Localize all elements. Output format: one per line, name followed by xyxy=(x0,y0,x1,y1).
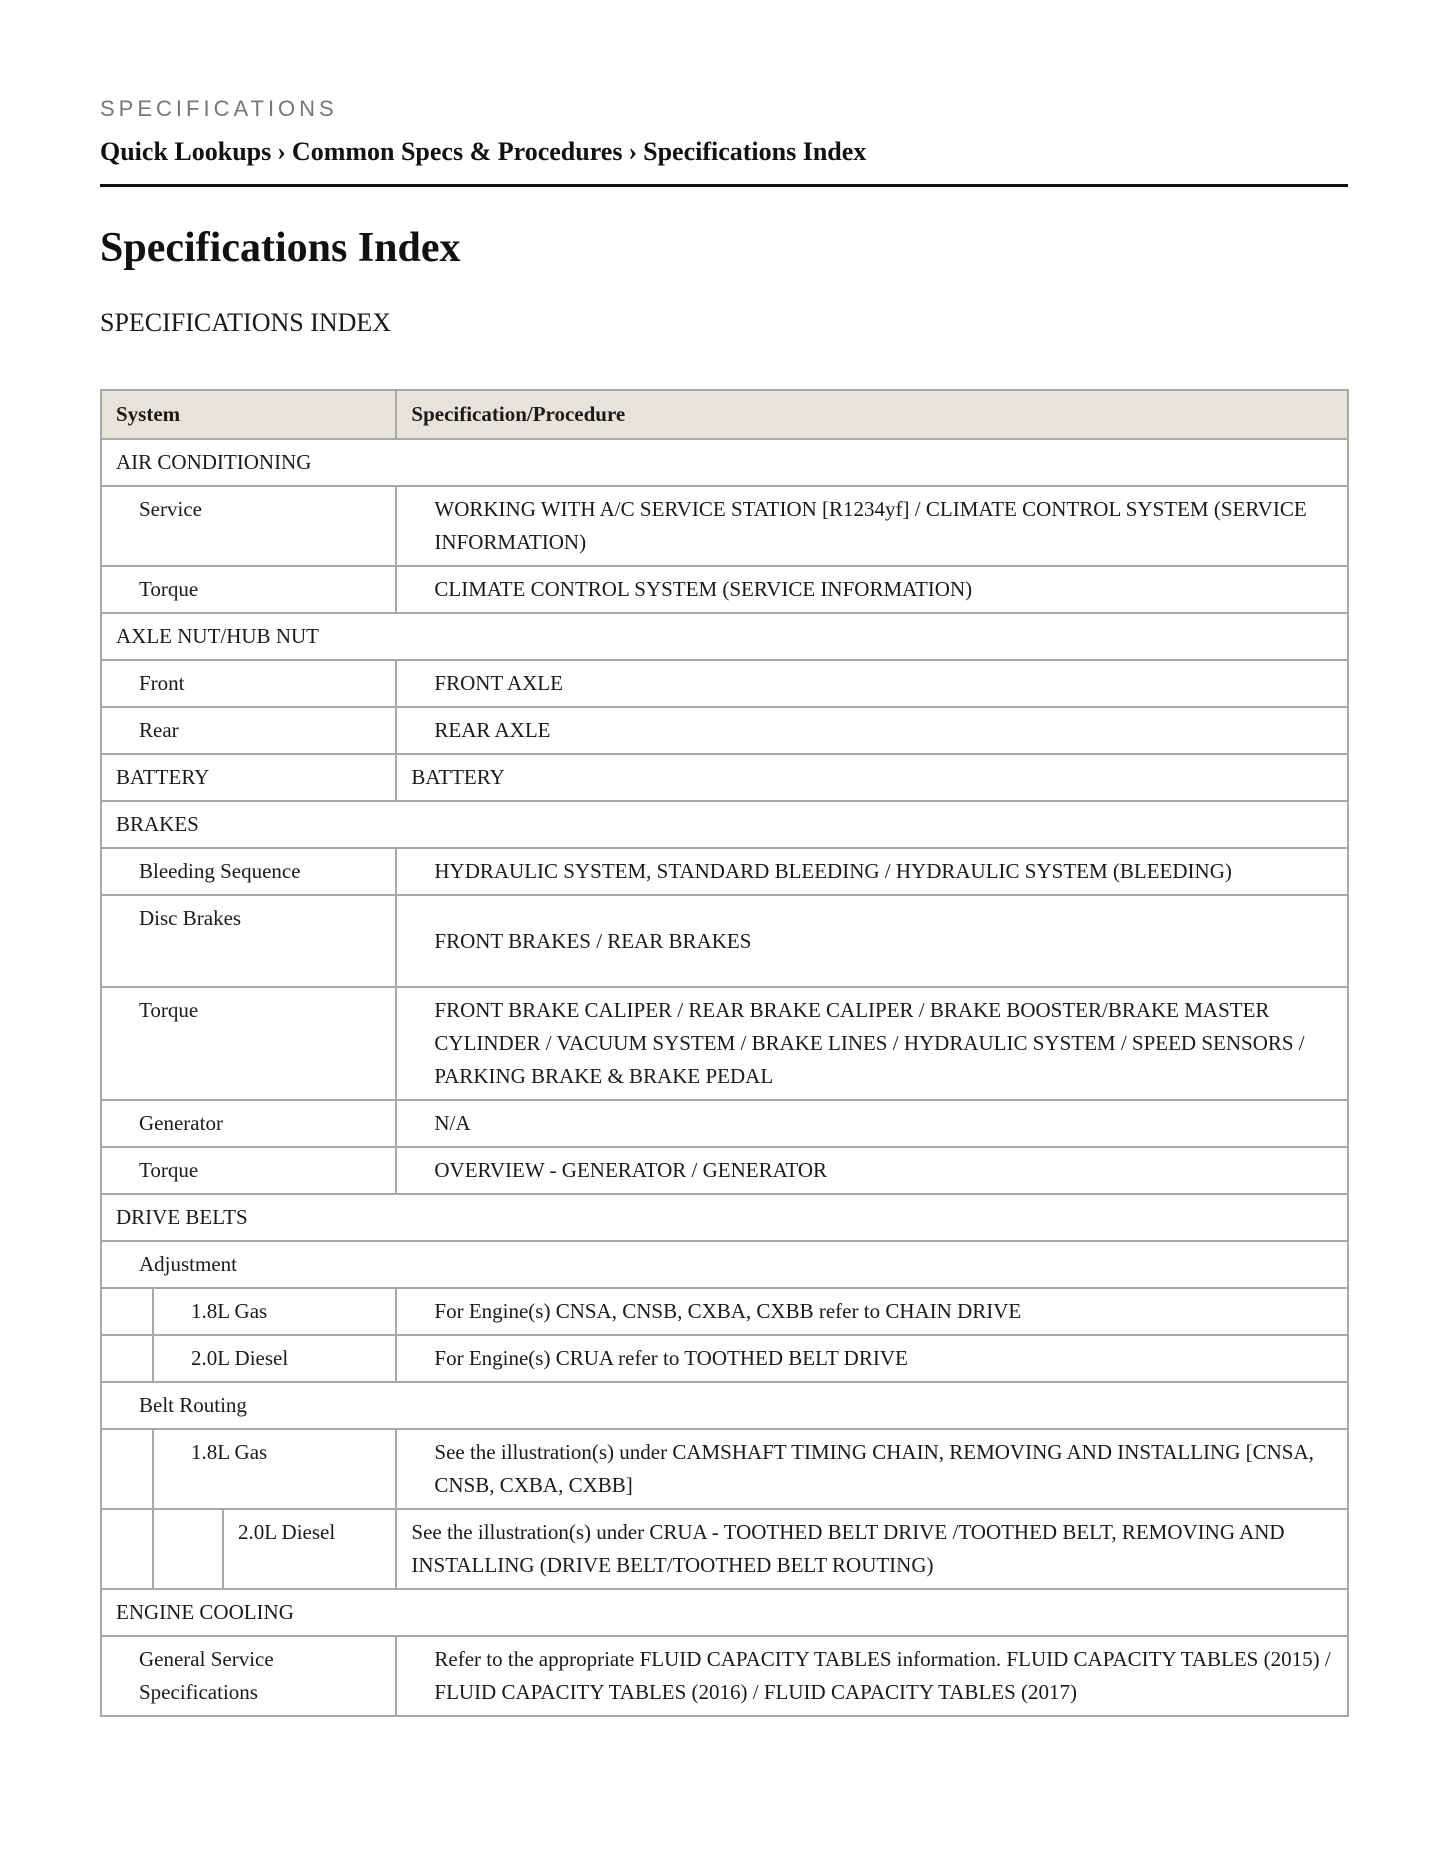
table-row xyxy=(101,1636,1348,1716)
section-cell: BRAKES xyxy=(101,801,1348,848)
system-cell: Torque xyxy=(101,566,396,613)
procedure-cell[interactable]: OVERVIEW - GENERATOR / GENERATOR xyxy=(396,1147,1348,1194)
column-header-system: System xyxy=(101,390,396,439)
subsection-cell: Adjustment xyxy=(101,1241,1348,1288)
procedure-cell[interactable]: FRONT AXLE xyxy=(396,660,1348,707)
system-cell: Rear xyxy=(101,707,396,754)
procedure-cell[interactable]: REAR AXLE xyxy=(396,707,1348,754)
indent-gutter xyxy=(101,1429,153,1509)
page-title: Specifications Index xyxy=(100,225,461,271)
procedure-cell[interactable]: For Engine(s) CNSA, CNSB, CXBA, CXBB refer to CHAIN DRIVE xyxy=(396,1288,1348,1335)
table-row xyxy=(101,1100,1348,1147)
table-row xyxy=(101,1335,1348,1382)
section-cell: DRIVE BELTS xyxy=(101,1194,1348,1241)
specifications-table xyxy=(100,389,1349,1717)
system-cell: General Service Specifications xyxy=(101,1636,396,1716)
section-kicker: SPECIFICATIONS xyxy=(100,96,338,121)
subsection-cell: Belt Routing xyxy=(101,1382,1348,1429)
breadcrumb xyxy=(100,137,1348,187)
system-cell: Disc Brakes xyxy=(101,895,396,987)
table-row-section xyxy=(101,439,1348,486)
breadcrumb-separator: › xyxy=(277,137,286,166)
breadcrumb-separator: › xyxy=(628,137,638,166)
table-row xyxy=(101,1509,1348,1589)
system-cell: Front xyxy=(101,660,396,707)
table-row xyxy=(101,486,1348,566)
indent-gutter xyxy=(101,1509,153,1589)
table-row xyxy=(101,895,1348,987)
system-cell: Bleeding Sequence xyxy=(101,848,396,895)
table-row-section xyxy=(101,613,1348,660)
table-row xyxy=(101,1147,1348,1194)
system-cell: BATTERY xyxy=(101,754,396,801)
procedure-cell[interactable]: WORKING WITH A/C SERVICE STATION [R1234yf] / CLIMATE CONTROL SYSTEM (SERVICE INFORMATION) xyxy=(396,486,1348,566)
procedure-cell[interactable]: FRONT BRAKE CALIPER / REAR BRAKE CALIPER / BRAKE BOOSTER/BRAKE MASTER CYLINDER / VACUUM SYSTEM / BRAKE LINES / HYDRAULIC SYSTEM / SPEED SENSORS / PARKING BRAKE & BRAKE PEDAL xyxy=(396,987,1348,1100)
page-subtitle: SPECIFICATIONS INDEX xyxy=(100,308,392,337)
table-row xyxy=(101,1429,1348,1509)
table-row-section xyxy=(101,801,1348,848)
table-row xyxy=(101,707,1348,754)
table-row-subsection xyxy=(101,1241,1348,1288)
procedure-cell[interactable]: HYDRAULIC SYSTEM, STANDARD BLEEDING / HYDRAULIC SYSTEM (BLEEDING) xyxy=(396,848,1348,895)
procedure-cell[interactable]: BATTERY xyxy=(396,754,1348,801)
table-header-row xyxy=(101,390,1348,439)
breadcrumb-item-common-specs[interactable]: Common Specs & Procedures xyxy=(291,137,623,166)
section-cell: ENGINE COOLING xyxy=(101,1589,1348,1636)
table-row xyxy=(101,848,1348,895)
indent-gutter xyxy=(153,1509,223,1589)
procedure-cell[interactable]: FRONT BRAKES / REAR BRAKES xyxy=(396,895,1348,987)
system-cell: Generator xyxy=(101,1100,396,1147)
procedure-cell[interactable]: Refer to the appropriate FLUID CAPACITY TABLES information. FLUID CAPACITY TABLES (2015) / FLUID CAPACITY TABLES (2016) / FLUID CAPACITY TABLES (2017) xyxy=(396,1636,1348,1716)
system-cell: Torque xyxy=(101,987,396,1100)
section-cell: AXLE NUT/HUB NUT xyxy=(101,613,1348,660)
column-header-procedure: Specification/Procedure xyxy=(396,390,1348,439)
table-row-subsection xyxy=(101,1382,1348,1429)
indent-gutter xyxy=(101,1288,153,1335)
breadcrumb-item-quick-lookups[interactable]: Quick Lookups xyxy=(100,137,272,166)
table-row xyxy=(101,660,1348,707)
system-cell: Torque xyxy=(101,1147,396,1194)
procedure-cell[interactable]: See the illustration(s) under CRUA - TOOTHED BELT DRIVE /TOOTHED BELT, REMOVING AND INSTALLING (DRIVE BELT/TOOTHED BELT ROUTING) xyxy=(396,1509,1348,1589)
table-row xyxy=(101,754,1348,801)
indent-gutter xyxy=(101,1335,153,1382)
table-row-section xyxy=(101,1589,1348,1636)
system-cell: 2.0L Diesel xyxy=(223,1509,396,1589)
procedure-cell[interactable]: CLIMATE CONTROL SYSTEM (SERVICE INFORMATION) xyxy=(396,566,1348,613)
table-row xyxy=(101,566,1348,613)
breadcrumb-item-current: Specifications Index xyxy=(643,137,867,166)
procedure-cell[interactable]: For Engine(s) CRUA refer to TOOTHED BELT DRIVE xyxy=(396,1335,1348,1382)
system-cell: 1.8L Gas xyxy=(153,1288,396,1335)
system-cell: 1.8L Gas xyxy=(153,1429,396,1509)
procedure-cell: N/A xyxy=(396,1100,1348,1147)
system-cell: 2.0L Diesel xyxy=(153,1335,396,1382)
table-row-section xyxy=(101,1194,1348,1241)
table-row xyxy=(101,1288,1348,1335)
section-cell: AIR CONDITIONING xyxy=(101,439,1348,486)
system-cell: Service xyxy=(101,486,396,566)
procedure-cell[interactable]: See the illustration(s) under CAMSHAFT TIMING CHAIN, REMOVING AND INSTALLING [CNSA, CNSB, CXBA, CXBB] xyxy=(396,1429,1348,1509)
table-row xyxy=(101,987,1348,1100)
